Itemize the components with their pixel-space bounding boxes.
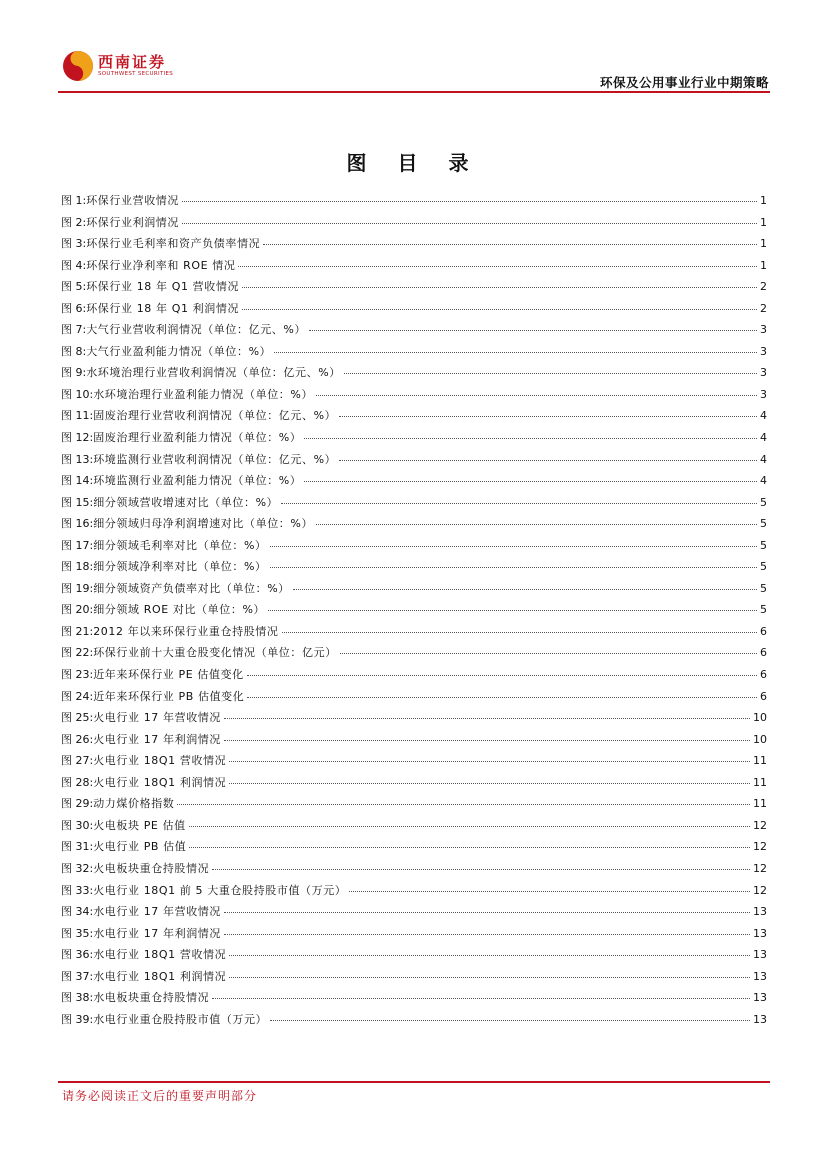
figure-caption: 环保行业前十大重仓股变化情况（单位：亿元） — [93, 646, 337, 660]
dot-leader — [242, 301, 757, 310]
toc-entry[interactable] — [61, 494, 767, 516]
figure-caption: 细分领域 ROE 对比（单位：%） — [93, 603, 266, 617]
figure-number: 图 20: — [61, 603, 94, 617]
toc-entry[interactable] — [61, 882, 767, 904]
figure-caption: 火电板块重仓持股情况 — [93, 861, 210, 875]
figure-caption: 水电行业 17 年利润情况 — [93, 926, 221, 940]
dot-leader — [293, 581, 757, 590]
figure-caption: 近年来环保行业 PE 估值变化 — [93, 668, 244, 682]
page-number: 2 — [760, 301, 767, 315]
toc-entry[interactable] — [61, 451, 767, 473]
dot-leader — [339, 452, 757, 461]
page-number: 10 — [753, 711, 767, 725]
figure-caption: 火电行业 18Q1 营收情况 — [93, 754, 227, 768]
figure-caption: 动力煤价格指数 — [93, 797, 175, 811]
toc-entry[interactable] — [61, 580, 767, 602]
page-number: 5 — [760, 517, 767, 531]
figure-number: 图 34: — [61, 905, 94, 919]
toc-entry[interactable] — [61, 946, 767, 968]
figure-caption: 环保行业 18 年 Q1 营收情况 — [86, 280, 240, 294]
page-number: 3 — [760, 323, 767, 337]
dot-leader — [224, 710, 750, 719]
page-number: 5 — [760, 495, 767, 509]
toc-entry[interactable] — [61, 515, 767, 537]
toc-entry[interactable] — [61, 300, 767, 322]
toc-entry[interactable] — [61, 925, 767, 947]
figure-caption: 2012 年以来环保行业重仓持股情况 — [93, 624, 279, 638]
figure-number: 图 36: — [61, 948, 94, 962]
page-number: 3 — [760, 344, 767, 358]
figure-caption: 细分领域毛利率对比（单位：%） — [93, 538, 267, 552]
figure-caption: 固废治理行业盈利能力情况（单位：%） — [93, 431, 302, 445]
page-header — [0, 0, 827, 95]
toc-entry[interactable] — [61, 257, 767, 279]
dot-leader — [340, 645, 757, 654]
page-number: 1 — [760, 237, 767, 251]
dot-leader — [304, 430, 757, 439]
figure-caption: 火电板块 PE 估值 — [93, 818, 186, 832]
logo-wordmark — [98, 54, 173, 78]
toc-title: 图 目 录 — [346, 151, 481, 175]
page-number: 6 — [760, 668, 767, 682]
figure-number: 图 8: — [61, 344, 87, 358]
toc-entry[interactable] — [61, 795, 767, 817]
figure-caption: 环保行业净利率和 ROE 情况 — [86, 258, 236, 272]
page-number: 13 — [753, 969, 767, 983]
page-number: 12 — [753, 840, 767, 854]
toc-entry[interactable] — [61, 688, 767, 710]
figure-number: 图 25: — [61, 711, 94, 725]
company-logo — [62, 50, 173, 82]
figure-number: 图 16: — [61, 517, 94, 531]
figure-caption: 水电板块重仓持股情况 — [93, 991, 210, 1005]
page-number: 1 — [760, 215, 767, 229]
logo-english-name: SOUTHWEST SECURITIES — [98, 71, 174, 77]
figure-number: 图 29: — [61, 797, 94, 811]
figure-caption: 环保行业营收情况 — [86, 194, 180, 207]
disclaimer-note: 请务必阅读正文后的重要声明部分 — [62, 1089, 258, 1103]
toc-entry[interactable] — [61, 192, 767, 214]
figure-caption: 细分领域营收增速对比（单位：%） — [93, 495, 279, 509]
figure-caption: 环保行业利润情况 — [86, 215, 180, 229]
figure-caption: 火电行业 PB 估值 — [93, 840, 187, 854]
page-number: 4 — [760, 452, 767, 466]
figure-caption: 水环境治理行业盈利能力情况（单位：%） — [93, 387, 314, 401]
figure-list — [61, 192, 767, 1032]
toc-entry[interactable] — [61, 235, 767, 257]
dot-leader — [309, 322, 757, 331]
figure-number: 图 38: — [61, 991, 94, 1005]
figure-number: 图 14: — [61, 474, 94, 488]
toc-entry[interactable] — [61, 731, 767, 753]
page-number: 5 — [760, 581, 767, 595]
dot-leader — [212, 861, 750, 870]
dot-leader — [344, 365, 757, 374]
toc-entry[interactable] — [61, 1011, 767, 1033]
dot-leader — [182, 215, 757, 224]
figure-number: 图 5: — [61, 280, 87, 294]
toc-entry[interactable] — [61, 558, 767, 580]
page-number: 1 — [760, 194, 767, 207]
figure-number: 图 18: — [61, 560, 94, 574]
figure-number: 图 12: — [61, 431, 94, 445]
page-number: 12 — [753, 818, 767, 832]
toc-entry[interactable] — [61, 666, 767, 688]
figure-caption: 水环境治理行业营收利润情况（单位：亿元、%） — [86, 366, 341, 380]
page-number: 4 — [760, 409, 767, 423]
header-divider — [58, 91, 770, 93]
figure-number: 图 2: — [61, 215, 87, 229]
toc-entry[interactable] — [61, 537, 767, 559]
page-number: 2 — [760, 280, 767, 294]
toc-entry[interactable] — [61, 386, 767, 408]
footer-divider — [58, 1081, 770, 1083]
page-number: 4 — [760, 431, 767, 445]
dot-leader — [274, 344, 757, 353]
dot-leader — [281, 495, 757, 504]
figure-caption: 环保行业 18 年 Q1 利润情况 — [86, 301, 240, 315]
page-number: 3 — [760, 366, 767, 380]
figure-number: 图 17: — [61, 538, 94, 552]
figure-caption: 近年来环保行业 PB 估值变化 — [93, 689, 245, 703]
figure-number: 图 23: — [61, 668, 94, 682]
page-number: 13 — [753, 926, 767, 940]
page-number: 11 — [753, 775, 767, 789]
figure-number: 图 28: — [61, 775, 94, 789]
toc-entry[interactable] — [61, 774, 767, 796]
figure-number: 图 32: — [61, 861, 94, 875]
logo-emblem-icon — [62, 50, 94, 82]
toc-entry[interactable] — [61, 472, 767, 494]
figure-caption: 水电行业 18Q1 利润情况 — [93, 969, 227, 983]
toc-entry[interactable] — [61, 321, 767, 343]
figure-number: 图 1: — [61, 194, 87, 207]
dot-leader — [189, 839, 750, 848]
dot-leader — [242, 279, 757, 288]
figure-number: 图 31: — [61, 840, 94, 854]
figure-caption: 细分领域归母净利润增速对比（单位：%） — [93, 517, 314, 531]
figure-number: 图 24: — [61, 689, 94, 703]
page-number: 5 — [760, 560, 767, 574]
page-number: 4 — [760, 474, 767, 488]
page-number: 3 — [760, 387, 767, 401]
dot-leader — [177, 796, 750, 805]
toc-entry[interactable] — [61, 623, 767, 645]
dot-leader — [316, 387, 757, 396]
page-number: 1 — [760, 258, 767, 272]
dot-leader — [224, 732, 750, 741]
dot-leader — [229, 775, 750, 784]
dot-leader — [270, 559, 757, 568]
dot-leader — [282, 624, 758, 633]
page-number: 6 — [760, 624, 767, 638]
figure-number: 图 33: — [61, 883, 94, 897]
dot-leader — [189, 818, 750, 827]
figure-caption: 火电行业 17 年利润情况 — [93, 732, 221, 746]
figure-number: 图 9: — [61, 366, 87, 380]
page-number: 12 — [753, 861, 767, 875]
page-number: 5 — [760, 538, 767, 552]
dot-leader — [229, 947, 750, 956]
figure-caption: 水电行业 18Q1 营收情况 — [93, 948, 227, 962]
page-number: 13 — [753, 1012, 767, 1026]
figure-number: 图 27: — [61, 754, 94, 768]
figure-caption: 环境监测行业盈利能力情况（单位：%） — [93, 474, 302, 488]
toc-entry[interactable] — [61, 364, 767, 386]
figure-number: 图 39: — [61, 1012, 94, 1026]
figure-caption: 水电行业重仓股持股市值（万元） — [93, 1012, 268, 1026]
figure-caption: 细分领域资产负债率对比（单位：%） — [93, 581, 290, 595]
figure-caption: 火电行业 17 年营收情况 — [93, 711, 221, 725]
page-number: 11 — [753, 797, 767, 811]
logo-chinese-name: 西南证券 — [98, 53, 167, 71]
page-number: 11 — [753, 754, 767, 768]
dot-leader — [229, 753, 750, 762]
toc-entry[interactable] — [61, 903, 767, 925]
figure-caption: 环保行业毛利率和资产负债率情况 — [86, 237, 261, 251]
figure-caption: 细分领域净利率对比（单位：%） — [93, 560, 267, 574]
figure-number: 图 30: — [61, 818, 94, 832]
page-number: 13 — [753, 948, 767, 962]
toc-entry[interactable] — [61, 278, 767, 300]
figure-caption: 环境监测行业营收利润情况（单位：亿元、%） — [93, 452, 337, 466]
page-number: 10 — [753, 732, 767, 746]
figure-caption: 水电行业 17 年营收情况 — [93, 905, 221, 919]
page-number: 12 — [753, 883, 767, 897]
toc-entry[interactable] — [61, 644, 767, 666]
figure-number: 图 15: — [61, 495, 94, 509]
toc-entry[interactable] — [61, 968, 767, 990]
dot-leader — [247, 667, 757, 676]
dot-leader — [349, 883, 750, 892]
page-number: 5 — [760, 603, 767, 617]
figure-number: 图 37: — [61, 969, 94, 983]
figure-caption: 火电行业 18Q1 前 5 大重仓股持股市值（万元） — [93, 883, 347, 897]
toc-entry[interactable] — [61, 214, 767, 236]
dot-leader — [182, 193, 757, 202]
figure-number: 图 21: — [61, 624, 94, 638]
toc-entry[interactable] — [61, 989, 767, 1011]
dot-leader — [224, 926, 750, 935]
dot-leader — [268, 602, 757, 611]
dot-leader — [247, 689, 757, 698]
figure-number: 图 3: — [61, 237, 87, 251]
toc-entry[interactable] — [61, 860, 767, 882]
toc-entry[interactable] — [61, 752, 767, 774]
toc-entry[interactable] — [61, 407, 767, 429]
figure-caption: 火电行业 18Q1 利润情况 — [93, 775, 227, 789]
dot-leader — [270, 538, 757, 547]
toc-entry[interactable] — [61, 838, 767, 860]
figure-number: 图 22: — [61, 646, 94, 660]
figure-number: 图 13: — [61, 452, 94, 466]
figure-number: 图 10: — [61, 387, 94, 401]
page-number: 13 — [753, 905, 767, 919]
figure-caption: 大气行业营收利润情况（单位：亿元、%） — [86, 323, 307, 337]
report-title: 环保及公用事业行业中期策略 — [599, 75, 769, 90]
toc-entry[interactable] — [61, 429, 767, 451]
dot-leader — [270, 1012, 750, 1021]
figure-caption: 固废治理行业营收利润情况（单位：亿元、%） — [93, 409, 337, 423]
figure-number: 图 4: — [61, 258, 87, 272]
figure-number: 图 11: — [61, 409, 94, 423]
figure-caption: 大气行业盈利能力情况（单位：%） — [86, 344, 272, 358]
dot-leader — [304, 473, 757, 482]
toc-entry[interactable] — [61, 817, 767, 839]
page-number: 6 — [760, 646, 767, 660]
page-number: 13 — [753, 991, 767, 1005]
dot-leader — [212, 990, 750, 999]
figure-number: 图 19: — [61, 581, 94, 595]
figure-number: 图 6: — [61, 301, 87, 315]
toc-entry[interactable] — [61, 343, 767, 365]
figure-number: 图 7: — [61, 323, 87, 337]
page-number: 6 — [760, 689, 767, 703]
dot-leader — [224, 904, 750, 913]
dot-leader — [263, 236, 757, 245]
figure-number: 图 35: — [61, 926, 94, 940]
dot-leader — [229, 969, 750, 978]
toc-entry[interactable] — [61, 709, 767, 731]
dot-leader — [238, 258, 757, 267]
figure-number: 图 26: — [61, 732, 94, 746]
dot-leader — [316, 516, 757, 525]
toc-entry[interactable] — [61, 601, 767, 623]
dot-leader — [339, 408, 757, 417]
